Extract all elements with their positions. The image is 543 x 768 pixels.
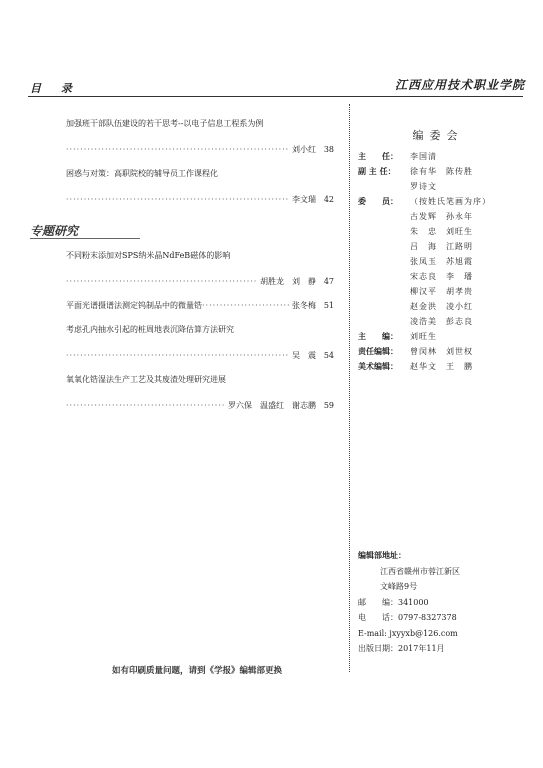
role-label: 主 编： (358, 332, 398, 341)
leader-dots (66, 144, 290, 156)
header-contents-label: 目 录 (30, 82, 80, 95)
toc-entry-title: 困惑与对策：高职院校的辅导员工作课程化 (66, 169, 218, 178)
leader-dots (66, 350, 290, 362)
toc-entry-author: 刘小红 (292, 145, 316, 154)
section-rule (30, 238, 140, 239)
toc-entry[interactable] (66, 168, 334, 206)
editorial-board-title: 编委会 (412, 129, 464, 142)
member-names: 曾闵林 刘世权 (410, 347, 473, 356)
postcode: 邮 编：341000 (358, 597, 429, 607)
member-names: 徐有华 陈传胜 (410, 167, 473, 176)
address-line: 文峰路9号 (380, 582, 418, 591)
toc-entry-author: 吴 震 (292, 351, 316, 360)
toc-entry-page: 42 (323, 195, 334, 204)
board-row-responsible-editor (358, 344, 528, 359)
member-names: 李国清 (410, 152, 437, 161)
board-row-director (358, 149, 528, 164)
member-names: 古发辉 孙永年 (410, 212, 473, 221)
toc-entry-title: 加强班干部队伍建设的若干思考--以电子信息工程系为例 (66, 119, 264, 128)
toc-entry-title: 平面光谱摄谱法测定钨制品中的微量锆 (66, 301, 202, 310)
toc-entry-author: 罗六保 温盛红 谢志鹏 (228, 401, 316, 410)
member-names: 罗诗文 (410, 182, 437, 191)
member-names: 吕 海 江路明 (410, 242, 473, 251)
editorial-board (358, 128, 528, 374)
toc-entry[interactable] (66, 300, 334, 312)
toc-entry-page: 38 (323, 145, 334, 154)
toc-entry[interactable] (66, 250, 334, 288)
member-names: 凌浩美 彭志良 (410, 317, 473, 326)
column-divider (349, 104, 350, 672)
section-contents (66, 250, 334, 412)
toc-entry-page: 54 (323, 351, 334, 360)
toc-entry[interactable] (66, 374, 334, 412)
member-names: 柳汉平 胡孝贵 (410, 287, 473, 296)
toc-entry[interactable] (66, 118, 334, 156)
board-row-art-editor (358, 359, 528, 374)
address-label: 编辑部地址： (358, 551, 406, 560)
toc-entry-title: 氧氧化锆湿法生产工艺及其废渣处理研究进展 (66, 375, 226, 384)
phone: 电 话：0797-8327378 (358, 613, 457, 622)
toc-entry-title: 不同粉末添加对SPS纳米晶NdFeB磁体的影响 (66, 251, 231, 260)
member-names: 宋志良 李 璠 (410, 272, 473, 281)
member-names: 赵金洪 凌小红 (410, 302, 473, 311)
member-names: 朱 忠 刘旺生 (410, 227, 473, 236)
member-names: 赵华文 王 鹏 (410, 362, 473, 371)
section-heading: 专题研究 (30, 224, 79, 238)
print-quality-notice: 如有印刷质量问题，请到《学报》编辑部更换 (112, 666, 283, 676)
editorial-office-info (358, 548, 528, 657)
leader-dots (66, 194, 290, 206)
role-label: 副 主 任： (358, 167, 396, 176)
publication-date: 出版日期：2017年11月 (358, 644, 445, 653)
board-row-members (358, 194, 528, 329)
address-line: 江西省赣州市蓉江新区 (380, 566, 460, 576)
member-names: 刘旺生 (410, 332, 437, 341)
email[interactable]: E-mail: jxyyxb@126.com (358, 628, 458, 638)
board-row-editor-in-chief (358, 329, 528, 344)
toc-entry-author: 张冬梅 (292, 301, 316, 310)
leader-dots (66, 400, 226, 412)
header-institution-name: 江西应用技术职业学院 (394, 78, 525, 92)
toc-entry-author: 胡胜龙 刘 静 (260, 277, 316, 286)
member-names: 张凤玉 苏旭霞 (410, 257, 473, 266)
role-label: 主 任： (358, 152, 398, 161)
toc-entry-page: 47 (323, 277, 334, 286)
table-of-contents (66, 118, 334, 206)
toc-entry-author: 李文瑞 (292, 195, 316, 204)
toc-entry[interactable] (66, 324, 334, 362)
toc-entry-page: 51 (323, 301, 334, 310)
role-label: 委 员： (358, 197, 398, 206)
leader-dots (202, 300, 290, 312)
member-order-note: （按姓氏笔画为序） (410, 197, 491, 206)
leader-dots (66, 276, 258, 288)
header-rule (28, 96, 523, 97)
toc-entry-title: 考虑孔内抽水引起的桩周地表沉降估算方法研究 (66, 325, 234, 334)
board-row-deputy-director (358, 164, 528, 194)
role-label: 责任编辑： (358, 347, 398, 356)
toc-entry-page: 59 (323, 401, 334, 410)
role-label: 美术编辑： (358, 362, 398, 371)
